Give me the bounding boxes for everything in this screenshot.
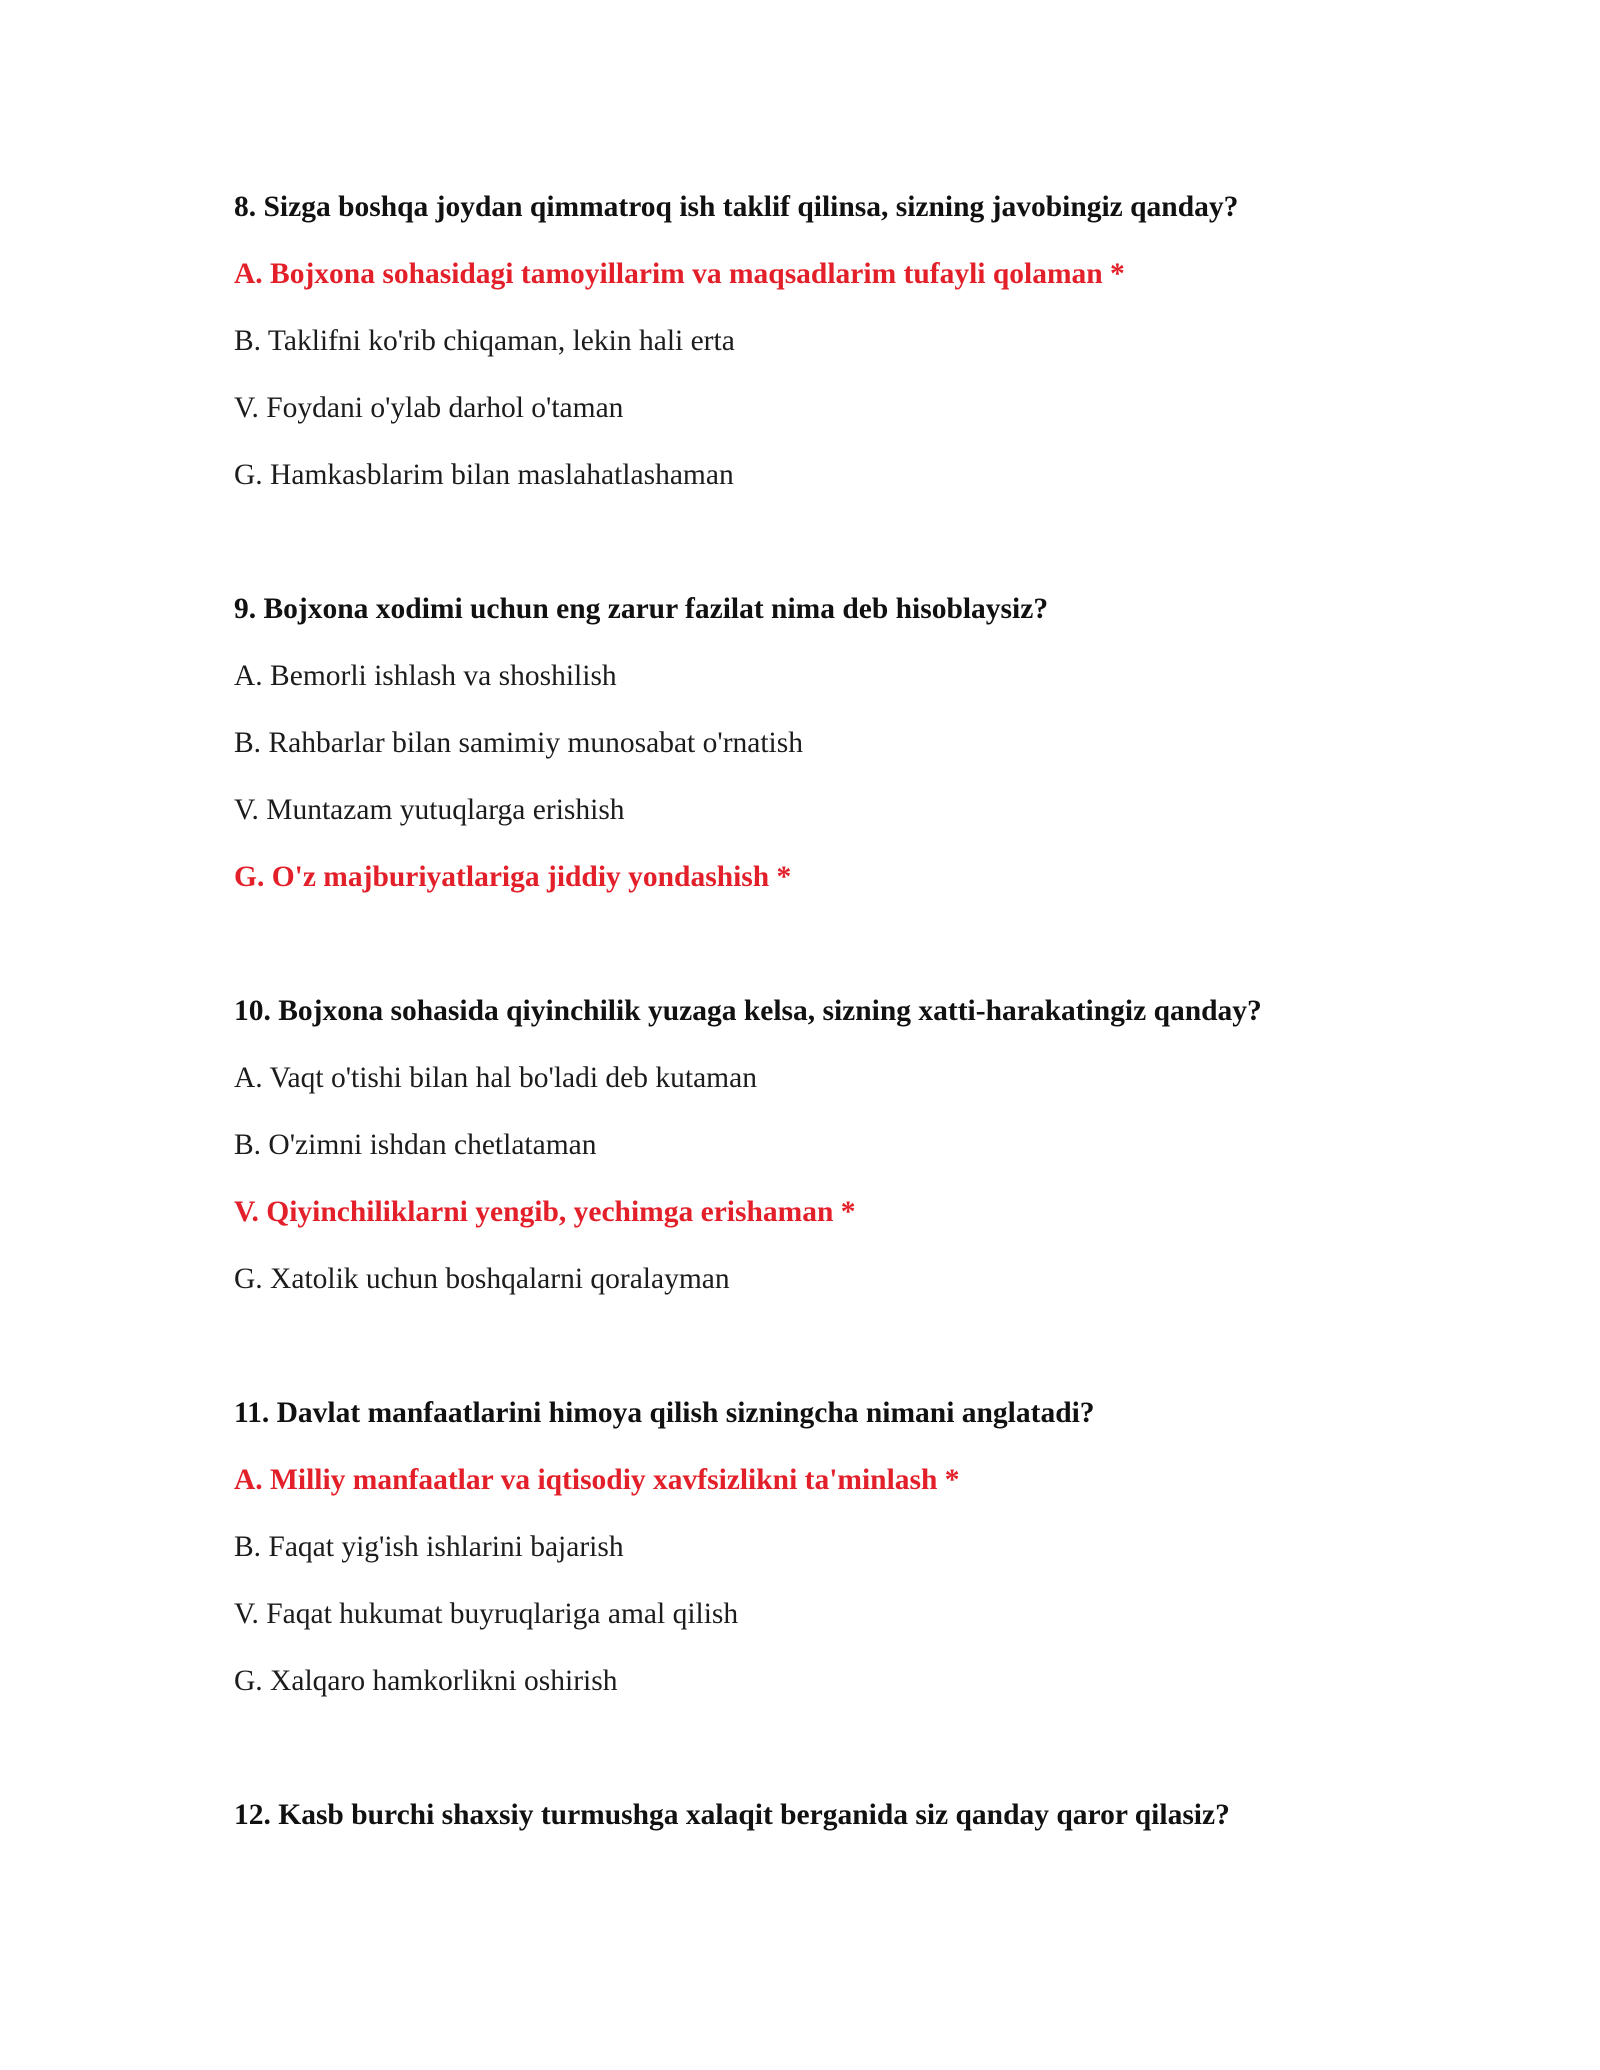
question-8-option-g: G. Hamkasblarim bilan maslahatlashaman: [234, 459, 734, 491]
question-11-text: 11. Davlat manfaatlarini himoya qilish sizningcha nimani anglatadi?: [234, 1397, 1095, 1429]
question-12-text: 12. Kasb burchi shaxsiy turmushga xalaqit berganida siz qanday qaror qilasiz?: [234, 1799, 1230, 1831]
question-8-text: 8. Sizga boshqa joydan qimmatroq ish taklif qilinsa, sizning javobingiz qanday?: [234, 191, 1239, 223]
question-9-option-b: B. Rahbarlar bilan samimiy munosabat o'rnatish: [234, 727, 803, 759]
question-9-option-g-correct: G. O'z majburiyatlariga jiddiy yondashish *: [234, 861, 792, 893]
question-11-option-g: G. Xalqaro hamkorlikni oshirish: [234, 1665, 618, 1697]
question-8-option-b: B. Taklifni ko'rib chiqaman, lekin hali erta: [234, 325, 735, 357]
question-10-option-v-correct: V. Qiyinchiliklarni yengib, yechimga erishaman *: [234, 1196, 856, 1228]
question-11-option-a-correct: A. Milliy manfaatlar va iqtisodiy xavfsizlikni ta'minlash *: [234, 1464, 960, 1496]
question-9-option-v: V. Muntazam yutuqlarga erishish: [234, 794, 625, 826]
question-11-option-v: V. Faqat hukumat buyruqlariga amal qilish: [234, 1598, 739, 1630]
question-10-option-g: G. Xatolik uchun boshqalarni qoralayman: [234, 1263, 730, 1295]
question-8-option-v: V. Foydani o'ylab darhol o'taman: [234, 392, 624, 424]
question-9-text: 9. Bojxona xodimi uchun eng zarur fazilat nima deb hisoblaysiz?: [234, 593, 1049, 625]
question-10-option-a: A. Vaqt o'tishi bilan hal bo'ladi deb kutaman: [234, 1062, 757, 1094]
question-8-option-a-correct: A. Bojxona sohasidagi tamoyillarim va maqsadlarim tufayli qolaman *: [234, 258, 1125, 290]
question-9-option-a: A. Bemorli ishlash va shoshilish: [234, 660, 617, 692]
question-11-option-b: B. Faqat yig'ish ishlarini bajarish: [234, 1531, 624, 1563]
question-10-text: 10. Bojxona sohasida qiyinchilik yuzaga kelsa, sizning xatti-harakatingiz qanday?: [234, 995, 1262, 1027]
question-10-option-b: B. O'zimni ishdan chetlataman: [234, 1129, 597, 1161]
